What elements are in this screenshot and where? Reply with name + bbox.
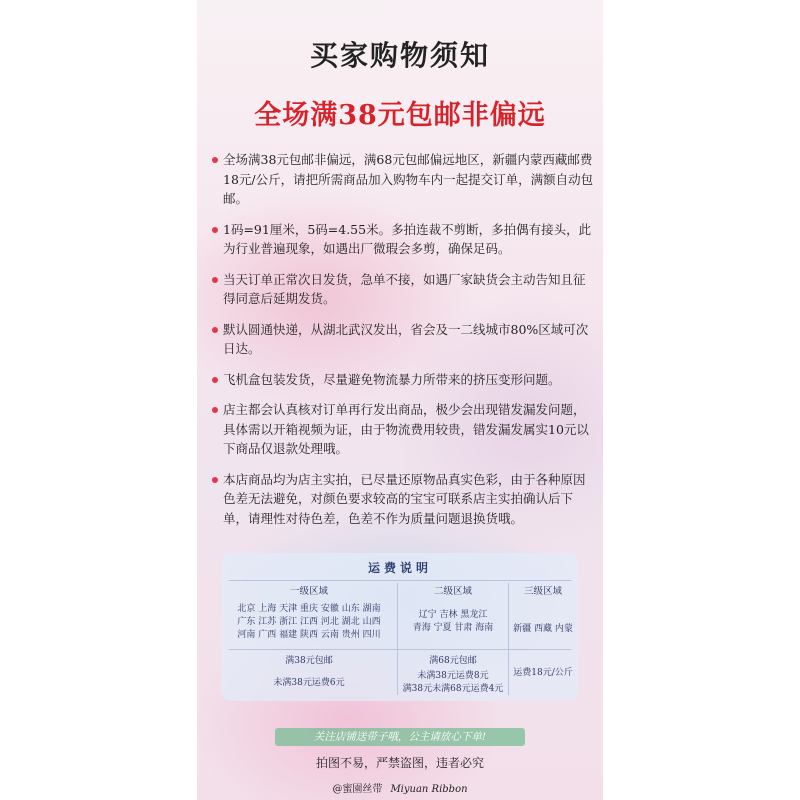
zone-2-regions (399, 609, 507, 635)
shipping-fee-table (221, 553, 579, 701)
bullet-icon (212, 227, 218, 233)
zone-3-regions (509, 623, 577, 636)
zone-3-fee: 运费18元/公斤 (513, 668, 573, 678)
zone-1-regions (225, 603, 393, 642)
notice-text: 全场满38元包邮非偏远，满68元包邮偏远地区，新疆内蒙西藏邮费18元/公斤，请把所需商品加入购物车内一起提交订单，满额自动包邮。 (223, 152, 594, 206)
notice-item (209, 400, 597, 459)
region-line: 新疆 西藏 内蒙 (513, 624, 573, 634)
bullet-icon (212, 327, 218, 333)
notice-item (209, 320, 597, 359)
notice-item (209, 270, 597, 309)
region-line: 河南 广西 福建 陕西 云南 贵州 四川 (237, 630, 381, 640)
notice-text: 当天订单正常次日发货，急单不接，如遇厂家缺货会主动告知且征得同意后延期发货。 (223, 271, 586, 306)
zone-1-threshold: 满38元包邮 (285, 656, 333, 666)
copyright-notice: 拍图不易，严禁盗图，违者必究 (315, 756, 484, 770)
region-line: 北京 上海 天津 重庆 安徽 山东 湖南 (237, 604, 381, 614)
zone-2-name: 二级区域 (433, 586, 472, 597)
zone-2-threshold: 满68元包邮 (429, 656, 477, 666)
bullet-icon (212, 277, 218, 283)
notice-text: 飞机盒包装发货，尽量避免物流暴力所带来的挤压变形问题。 (223, 371, 561, 387)
shipping-table-title: 运费说明 (367, 561, 432, 575)
bullet-icon (212, 477, 218, 483)
notice-item (209, 220, 597, 259)
bullet-icon (212, 377, 218, 383)
follow-store-banner: 关注店铺送带子哦，公主请放心下单! (275, 728, 525, 746)
free-shipping-headline: 全场满38元包邮非偏远 (254, 100, 546, 131)
region-line: 青海 宁夏 甘肃 海南 (412, 623, 494, 633)
notice-item (209, 150, 597, 209)
region-line: 辽宁 吉林 黑龙江 (418, 610, 488, 620)
zone-1-name: 一级区域 (289, 586, 328, 597)
zone-3-name: 三级区域 (523, 586, 562, 597)
notice-text: 本店商品均为店主实拍，已尽量还原物品真实色彩，由于各种原因色差无法避免，对颜色要求较高的宝宝可联系店主实拍确认后下单，请理性对待色差，色差不作为质量问题退换货哦。 (223, 471, 586, 526)
zone-2-fee: 未满38元运费8元 满38元未满68元运费4元 (402, 671, 504, 694)
bullet-icon (212, 157, 218, 163)
brand-name-cn: @蜜園丝带 (332, 784, 383, 795)
notice-item (209, 470, 597, 529)
notice-list (209, 150, 597, 539)
notice-item (209, 370, 597, 390)
divider (229, 649, 571, 650)
notice-text: 默认圆通快递，从湖北武汉发出，省会及一二线城市80%区域可次日达。 (223, 321, 589, 356)
brand-name-en: Miyuan Ribbon (390, 784, 468, 795)
bullet-icon (212, 407, 218, 413)
notice-text: 1码=91厘米，5码=4.55米。多拍连裁不剪断，多拍偶有接头，此为行业普遍现象，如遇出厂微瑕会多剪，确保足码。 (223, 221, 592, 256)
shopping-notice-poster (197, 0, 603, 800)
zone-1-fee: 未满38元运费6元 (273, 678, 345, 688)
notice-text: 店主都会认真核对订单再行发出商品，极少会出现错发漏发问题，具体需以开箱视频为证，由于物流费用较贵，错发漏发属实10元以下商品仅退款处理哦。 (223, 402, 589, 456)
divider (397, 583, 398, 695)
region-line: 广东 江苏 浙江 江西 河北 湖北 山西 (237, 617, 381, 627)
divider (229, 580, 571, 581)
brand-signature (197, 780, 603, 795)
page-title: 买家购物须知 (309, 39, 490, 72)
